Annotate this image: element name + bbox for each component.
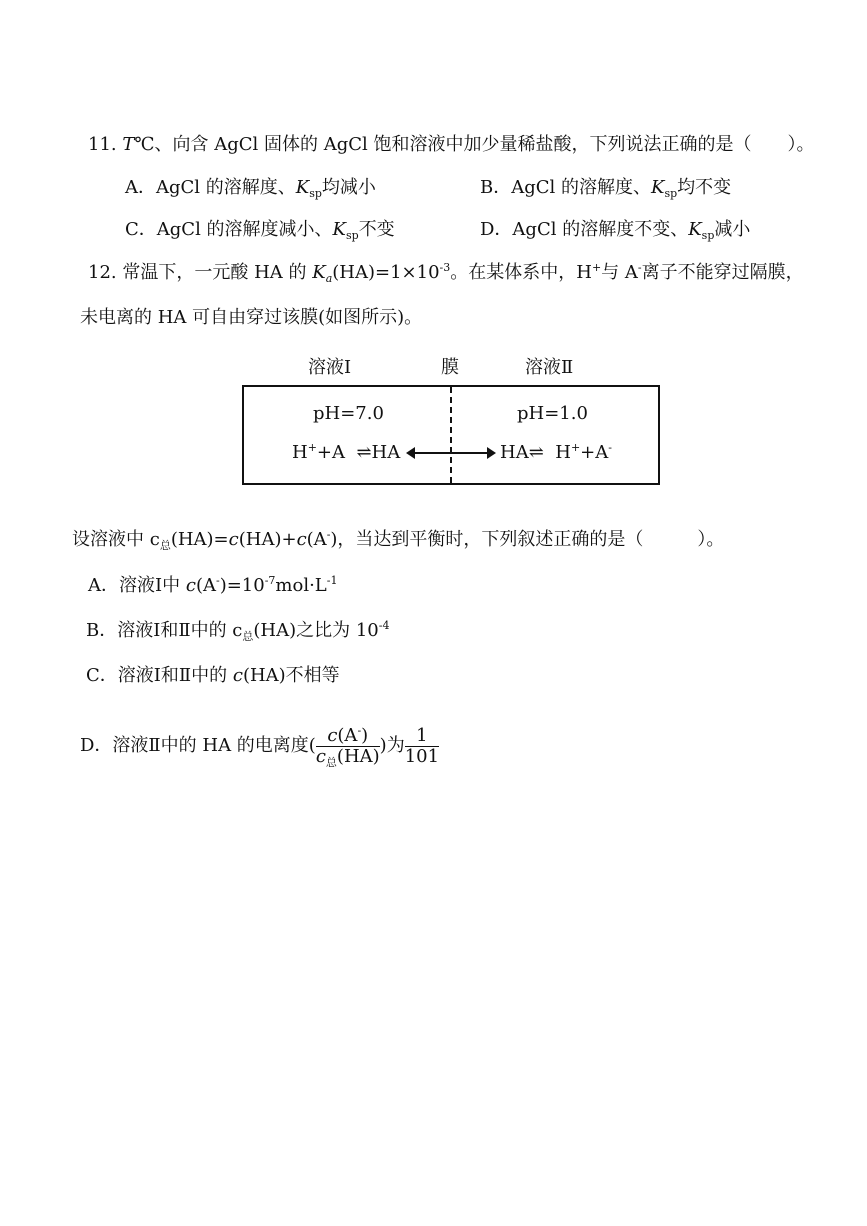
option-text: c <box>232 665 243 686</box>
option-text: 减小 <box>714 219 751 240</box>
diagram-label-solution-1: 溶液Ⅰ <box>308 357 352 378</box>
option-text: sp <box>346 229 359 242</box>
diagram-label-membrane: 膜 <box>441 357 459 378</box>
question-text: -3 <box>439 261 451 274</box>
condition-text: )，当达到平衡时，下列叙述正确的是（ ）。 <box>330 529 725 550</box>
option-text: - <box>215 574 220 587</box>
condition-text: - <box>326 528 331 541</box>
option-text: )为 <box>379 735 405 756</box>
q12-option-b <box>86 619 389 643</box>
fraction-text: 1 <box>405 726 439 747</box>
ionization-fraction <box>315 723 380 769</box>
question-text: 。在某体系中，H <box>450 262 592 283</box>
option-text: (HA)之比为 10 <box>253 620 379 641</box>
q11-option-c <box>125 218 395 242</box>
condition-text: (HA)= <box>170 529 229 550</box>
condition-text: c <box>296 529 307 550</box>
option-text: mol·L <box>275 575 327 596</box>
option-text: -1 <box>326 574 338 587</box>
option-text: D．AgCl 的溶解度不变、 <box>480 219 689 240</box>
question-text: 离子不能穿过隔膜， <box>641 262 804 283</box>
equation-text: H <box>292 442 308 463</box>
condition-text: (HA)+ <box>238 529 297 550</box>
fraction-text: c <box>315 745 326 767</box>
question-text: 与 A <box>601 262 638 283</box>
option-text: 总 <box>242 630 254 643</box>
fraction-text: 总 <box>325 755 337 769</box>
condition-text: c <box>228 529 239 550</box>
option-text: 不变 <box>358 219 395 240</box>
option-text: sp <box>309 187 322 200</box>
membrane-line <box>450 387 452 483</box>
value-fraction <box>405 726 439 767</box>
option-text: K <box>295 177 310 198</box>
option-text: A．溶液Ⅰ中 <box>88 575 186 596</box>
fraction-text: ) <box>361 724 369 746</box>
option-text: (HA)不相等 <box>242 665 340 686</box>
equation-text: +A <box>316 442 346 463</box>
question-text: a <box>325 272 333 285</box>
option-text: (A <box>195 575 216 596</box>
equilibrium-left <box>292 441 400 465</box>
option-text: C．AgCl 的溶解度减小、 <box>125 219 333 240</box>
option-text: -4 <box>378 619 390 632</box>
question-text: - <box>637 261 642 274</box>
option-text: )=10 <box>219 575 265 596</box>
equation-text: H <box>555 442 571 463</box>
question-text: ℃、向含 AgCl 固体的 AgCl 饱和溶液中加少量稀盐酸，下列说法正确的是（ ）。 <box>134 134 815 155</box>
double-arrow-icon <box>408 452 494 454</box>
option-text: K <box>688 219 702 240</box>
ph-solution-2: pH=1.0 <box>517 403 588 424</box>
question-text: K <box>312 262 326 283</box>
fraction-text: 101 <box>404 745 440 767</box>
q11-option-d <box>480 218 750 242</box>
question-number: 11. <box>88 134 117 155</box>
condition-text: 总 <box>159 539 171 552</box>
fraction-text: (HA) <box>336 745 380 767</box>
q12-option-a <box>88 574 337 598</box>
q11-option-b <box>480 176 731 200</box>
fraction-text: c <box>327 724 338 746</box>
equation-text: HA⇌ <box>500 442 544 463</box>
equation-text: - <box>608 441 612 454</box>
option-text: A．AgCl 的溶解度、 <box>125 177 296 198</box>
question-12-stem-line2: 未电离的 HA 可自由穿过该膜(如图所示)。 <box>80 307 423 328</box>
question-text: 常温下，一元酸 HA 的 <box>122 262 313 283</box>
q12-option-c <box>86 664 340 688</box>
option-text: B．AgCl 的溶解度、 <box>480 177 651 198</box>
equation-text: +A <box>580 442 609 463</box>
equation-text: + <box>570 441 581 454</box>
option-text: C．溶液Ⅰ和Ⅱ中的 <box>86 665 233 686</box>
condition-text: (A <box>306 529 327 550</box>
option-text: D．溶液Ⅱ中的 HA 的电离度( <box>80 735 316 756</box>
question-12-stem <box>88 261 804 285</box>
question-number: 12. <box>88 262 117 283</box>
option-text: K <box>651 177 665 198</box>
question-text: + <box>591 261 602 274</box>
option-text: 均不变 <box>677 177 732 198</box>
q11-option-a <box>125 176 376 200</box>
condition-statement <box>72 528 724 552</box>
condition-text: 设溶液中 c <box>72 529 160 550</box>
option-text: -7 <box>264 574 276 587</box>
option-text: K <box>332 219 346 240</box>
equilibrium-right <box>500 441 612 465</box>
option-text: sp <box>701 229 715 242</box>
option-text: c <box>185 575 196 596</box>
question-11-stem <box>88 133 815 157</box>
ph-solution-1: pH=7.0 <box>313 403 384 424</box>
equation-text: ⇌HA <box>356 442 401 463</box>
q12-option-d <box>80 724 439 768</box>
equation-text: + <box>307 441 317 454</box>
option-text: sp <box>664 187 678 200</box>
option-text: B．溶液Ⅰ和Ⅱ中的 c <box>86 620 243 641</box>
fraction-text: - <box>357 723 362 737</box>
question-text: (HA)=1×10 <box>332 262 440 283</box>
fraction-text: (A <box>337 724 358 746</box>
option-text: 均减小 <box>321 177 376 198</box>
temperature-symbol: T <box>122 134 135 155</box>
diagram-label-solution-2: 溶液Ⅱ <box>525 357 574 378</box>
